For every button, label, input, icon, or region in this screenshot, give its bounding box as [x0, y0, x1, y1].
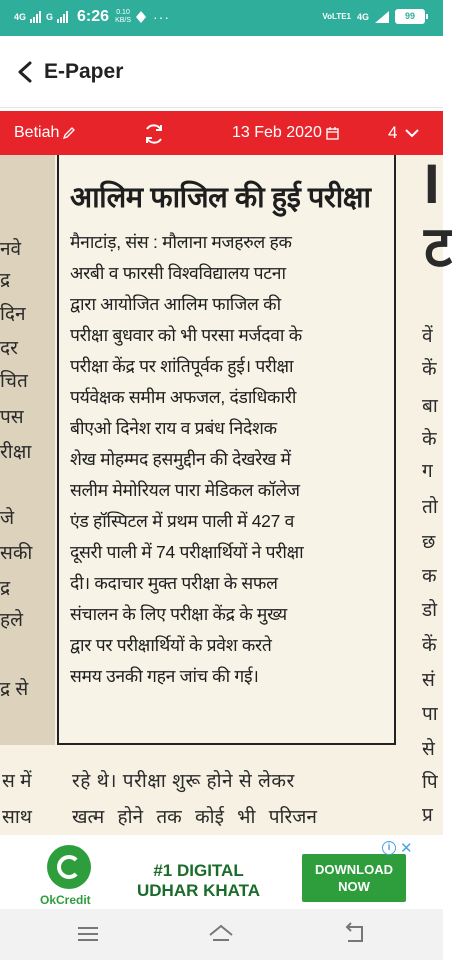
ad-brand-name: OkCredit: [40, 893, 91, 907]
chevron-left-icon: [17, 61, 33, 83]
right-column-text: कें: [422, 359, 437, 380]
bottom-middle-text: खत्म होने तक कोई भी परिजन: [72, 807, 317, 828]
right-column-text: कें: [422, 635, 437, 656]
right-column-text: छ: [422, 532, 436, 553]
left-column-text: रीक्षा: [0, 442, 32, 463]
signal-strength-icon: [375, 11, 389, 23]
article-line: दूसरी पाली में 74 परीक्षार्थियों ने परीक्षा: [70, 542, 304, 562]
system-nav-bar: [0, 909, 443, 960]
chevron-down-icon: [405, 128, 419, 138]
pencil-icon: [62, 126, 76, 140]
okcredit-logo: [47, 845, 91, 889]
article-line: समय उनकी गहन जांच की गई।: [70, 666, 259, 686]
article-line: द्वारा आयोजित आलिम फाजिल की: [70, 294, 281, 314]
back-nav-icon[interactable]: [340, 921, 368, 947]
right-column-text: सं: [422, 670, 435, 691]
back-button[interactable]: [12, 58, 38, 86]
article-line: मैनाटांड़, संस : मौलाना मजहरुल हक: [70, 232, 292, 252]
right-column-text: ग: [422, 461, 433, 482]
network-type: 4G: [356, 11, 369, 22]
app-header: [0, 36, 443, 108]
article-line: बीएओ दिनेश राय व प्रबंध निदेशक: [70, 418, 277, 438]
left-column-text: दर: [0, 338, 18, 359]
ad-headline-line-2: UDHAR KHATA: [137, 881, 261, 900]
article-line: संचालन के लिए परीक्षा केंद्र के मुख्य: [70, 604, 287, 624]
clock-time: 6:26: [77, 8, 110, 25]
speed-unit: KB/S: [115, 17, 132, 24]
signal-2-label: G: [46, 11, 54, 22]
left-column-text: जे: [0, 508, 15, 529]
left-column-text: हले: [0, 610, 23, 631]
article-line: पर्यवेक्षक समीम अफजल, दंडाधिकारी: [70, 387, 297, 407]
calendar-icon: [326, 127, 339, 140]
article-line: शेख मोहम्मद हसमुद्दीन की देखरेख में: [70, 449, 291, 469]
volte-label: VoLTE1: [322, 11, 351, 21]
location-icon: [135, 10, 147, 24]
page-title: E-Paper: [44, 60, 124, 83]
city-selector[interactable]: [14, 124, 76, 142]
right-column-big-text: ट: [424, 215, 452, 278]
article-line: अरबी व फारसी विश्वविद्यालय पटना: [70, 263, 286, 283]
right-column-text: प्र: [422, 805, 433, 826]
left-column-text: नवे: [0, 239, 22, 260]
right-column-text: तो: [422, 497, 438, 518]
epaper-page[interactable]: [0, 152, 452, 835]
right-column-text: बा: [422, 396, 438, 417]
ad-close-icon[interactable]: ✕: [400, 840, 413, 857]
right-column-text: वें: [422, 326, 433, 347]
battery-icon: [395, 9, 425, 24]
city-label: Betiah: [14, 124, 60, 141]
article-box[interactable]: [57, 155, 396, 745]
article-line: परीक्षा केंद्र पर शांतिपूर्वक हुई। परीक्षा: [70, 356, 294, 376]
article-line: एंड हॉस्पिटल में प्रथम पाली में 427 व: [70, 511, 294, 531]
date-selector[interactable]: [232, 124, 339, 142]
battery-level: 99: [404, 11, 415, 21]
more-notifications-icon: ···: [153, 9, 171, 25]
right-column-text: क: [422, 566, 437, 587]
ad-cta-line-1: DOWNLOAD: [315, 862, 393, 877]
status-bar: [0, 0, 443, 36]
signal-bars-2-icon: [57, 11, 69, 23]
ad-banner[interactable]: [0, 837, 443, 909]
speed-value: 0.10: [116, 9, 130, 16]
network-speed: [115, 9, 131, 25]
right-column-text: पि: [422, 772, 438, 793]
ad-headline-line-1: #1 DIGITAL: [153, 861, 244, 880]
ad-info-icon[interactable]: i: [382, 841, 396, 855]
page-selector[interactable]: [388, 123, 419, 143]
bottom-left-text: साथ: [2, 807, 32, 828]
left-column-text: द्र से: [0, 679, 29, 700]
left-column-text: सकी: [0, 543, 33, 564]
left-column-text: द्र: [0, 578, 11, 599]
article-headline: आलिम फाजिल की हुई परीक्षा: [70, 182, 371, 214]
bottom-middle-text: रहे थे। परीक्षा शुरू होने से लेकर: [72, 771, 295, 792]
left-column-text: पस: [0, 407, 24, 428]
page-number: 4: [388, 123, 398, 142]
right-column-text: से: [422, 739, 435, 760]
left-column-text: द्र: [0, 270, 11, 291]
bottom-left-text: स में: [2, 771, 32, 792]
right-column-text: डो: [422, 600, 438, 621]
ad-cta-line-2: NOW: [338, 879, 370, 894]
right-column-clip: [400, 152, 452, 835]
home-icon[interactable]: [207, 921, 235, 947]
ad-headline: [137, 861, 260, 901]
epaper-toolbar: [0, 111, 443, 155]
left-column-text: चित: [0, 371, 28, 392]
menu-icon[interactable]: [74, 921, 102, 947]
right-column-text: के: [422, 429, 437, 450]
left-column-clip: [0, 155, 55, 745]
article-line: दी। कदाचार मुक्त परीक्षा के सफल: [70, 573, 278, 593]
article-line: द्वार पर परीक्षार्थियों के प्रवेश करते: [70, 635, 272, 655]
article-body: [70, 227, 390, 692]
ad-download-button[interactable]: [302, 854, 406, 902]
signal-bars-icon: [30, 11, 42, 23]
right-column-big-text: I: [424, 152, 440, 215]
refresh-icon[interactable]: [141, 121, 167, 147]
signal-1-label: 4G: [14, 11, 27, 22]
article-line: सलीम मेमोरियल पारा मेडिकल कॉलेज: [70, 480, 300, 500]
date-label: 13 Feb 2020: [232, 124, 322, 141]
right-column-text: पा: [422, 704, 438, 725]
article-line: परीक्षा बुधवार को भी परसा मर्जदवा के: [70, 325, 302, 345]
left-column-text: दिन: [0, 304, 26, 325]
